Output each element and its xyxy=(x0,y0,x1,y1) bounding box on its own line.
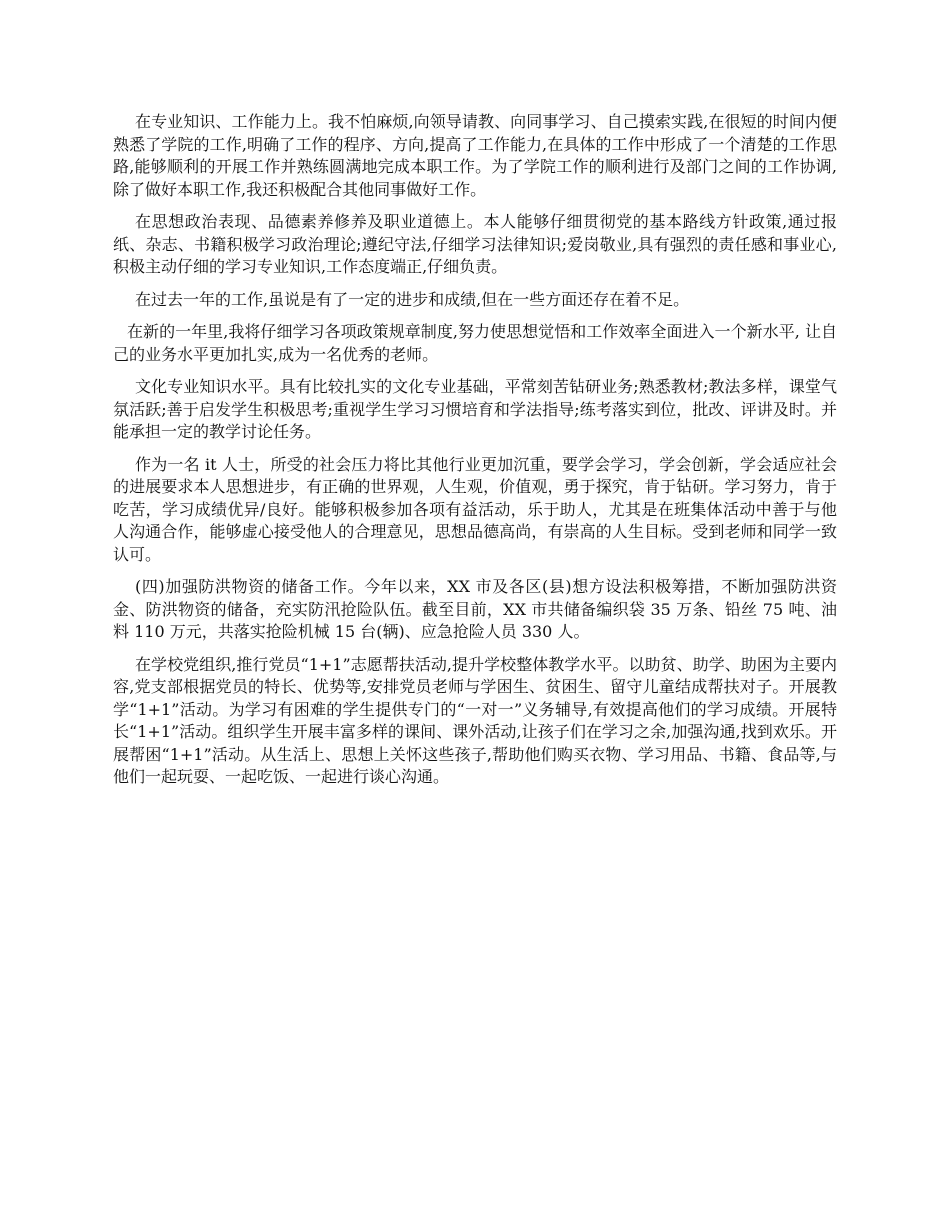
paragraph-shortcomings: 在过去一年的工作,虽说是有了一定的进步和成绩,但在一些方面还存在着不足。 xyxy=(135,289,690,309)
paragraph-flood-supplies: (四)加强防洪物资的储备工作。今年以来，XX 市及各区(县)想方设法积极筹措，不断加强防洪资金、防洪物资的储备，充实防汛抢险队伍。截至目前，XX 市共储备编织袋 35 万条、铅丝 75 吨、油料 110 万元，共落实抢险机械 15 台(辆)、应急抢险人员 330 人。 xyxy=(113,577,837,641)
paragraph-new-year-plan: 在新的一年里,我将仔细学习各项政策规章制度,努力使思想觉悟和工作效率全面进入一个新水平, 让自己的业务水平更加扎实,成为一名优秀的老师。 xyxy=(113,322,837,364)
document-body xyxy=(113,111,837,799)
paragraph-party-assistance: 在学校党组织,推行党员“1+1”志愿帮扶活动,提升学校整体教学水平。以助贫、助学、助困为主要内容,党支部根据党员的特长、优势等,安排党员老师与学困生、贫困生、留守儿童结成帮扶对子。开展教学“1+1”活动。为学习有困难的学生提供专门的“一对一”义务辅导,有效提高他们的学习成绩。开展特长“1+1”活动。组织学生开展丰富多样的课间、课外活动,让孩子们在学习之余,加强沟通,找到欢乐。开展帮困“1+1”活动。从生活上、思想上关怀这些孩子,帮助他们购买衣物、学习用品、书籍、食品等,与他们一起玩耍、一起吃饭、一起进行谈心沟通。 xyxy=(113,654,837,786)
paragraph-political-ethics: 在思想政治表现、品德素养修养及职业道德上。本人能够仔细贯彻党的基本路线方针政策,通过报纸、杂志、书籍积极学习政治理论;遵纪守法,仔细学习法律知识;爱岗敬业,具有强烈的责任感和事业心,积极主动仔细的学习专业知识,工作态度端正,仔细负责。 xyxy=(113,212,837,276)
paragraph-teaching-knowledge: 文化专业知识水平。具有比较扎实的文化专业基础，平常刻苦钻研业务;熟悉教材;教法多样，课堂气氛活跃;善于启发学生积极思考;重视学生学习习惯培育和学法指导;练考落实到位，批改、评讲及时。并能承担一定的教学讨论任务。 xyxy=(113,377,837,441)
paragraph-professional-ability: 在专业知识、工作能力上。我不怕麻烦,向领导请教、向同事学习、自己摸索实践,在很短的时间内便熟悉了学院的工作,明确了工作的程序、方向,提高了工作能力,在具体的工作中形成了一个清楚的工作思路,能够顺利的开展工作并熟练圆满地完成本职工作。为了学院工作的顺利进行及部门之间的工作协调,除了做好本职工作,我还积极配合其他同事做好工作。 xyxy=(113,112,837,199)
paragraph-it-professional: 作为一名 it 人士，所受的社会压力将比其他行业更加沉重，要学会学习，学会创新，学会适应社会的进展要求本人思想进步，有正确的世界观，人生观，价值观，勇于探究，肯于钻研。学习努力，肯于吃苦，学习成绩优异/良好。能够积极参加各项有益活动，乐于助人，尤其是在班集体活动中善于与他人沟通合作，能够虚心接受他人的合理意见，思想品德高尚，有崇高的人生目标。受到老师和同学一致认可。 xyxy=(113,454,837,564)
